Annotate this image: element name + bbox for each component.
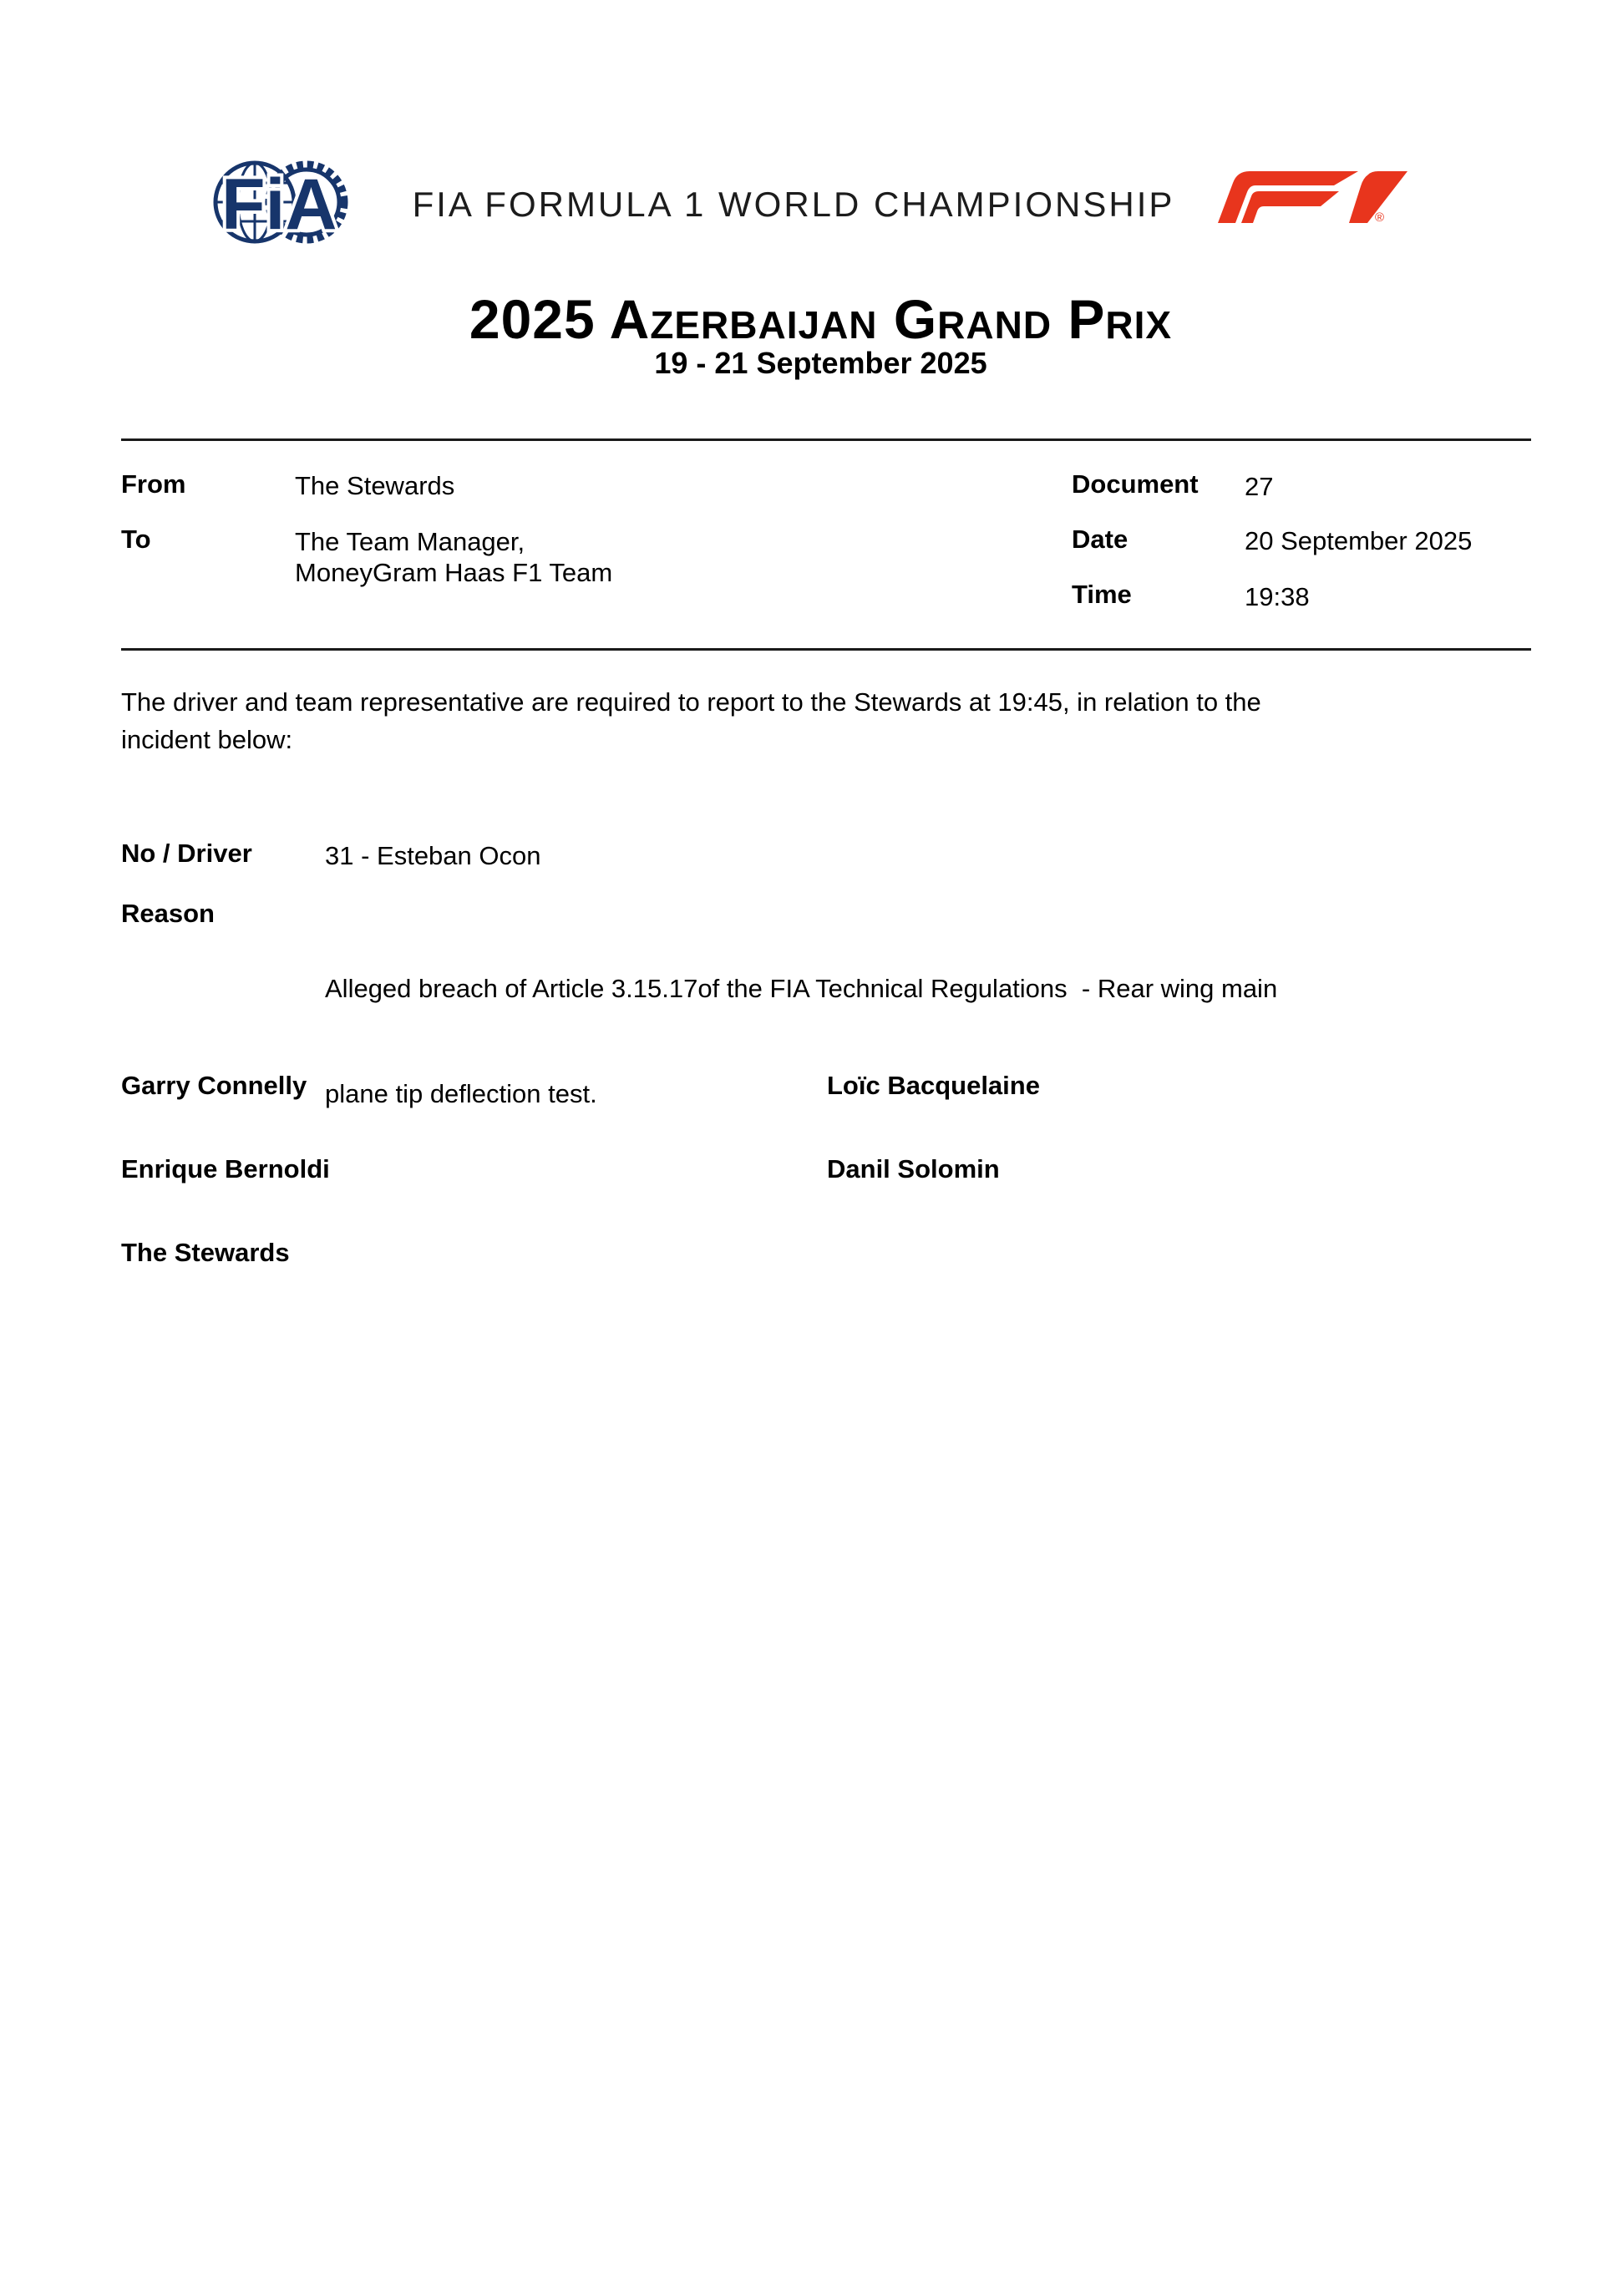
- summons-paragraph: [121, 683, 1524, 758]
- fia-logo-icon: [213, 155, 351, 249]
- signature-steward-4: Danil Solomin: [827, 1154, 1000, 1183]
- championship-title: FIA FORMULA 1 WORLD CHAMPIONSHIP: [412, 185, 1175, 224]
- summons-line: The driver and team representative are required to report to the Stewards at 19:45, in relation to the: [121, 687, 1261, 717]
- event-dates: 19 - 21 September 2025: [654, 346, 987, 380]
- reason-line: plane tip deflection test.: [325, 1079, 597, 1108]
- reason-line: Alleged breach of Article 3.15.17of the FIA Technical Regulations - Rear wing main: [325, 974, 1278, 1003]
- date-value: 20 September 2025: [1245, 526, 1473, 555]
- no-driver-value: 31 - Esteban Ocon: [325, 841, 541, 870]
- document-label: Document: [1072, 469, 1199, 499]
- to-value-line: The Team Manager,: [295, 527, 525, 556]
- reason-value: [325, 901, 1511, 1182]
- divider-top: [121, 438, 1531, 441]
- no-driver-label: No / Driver: [121, 839, 252, 868]
- f1-registered-mark: ®: [1375, 210, 1385, 223]
- signature-steward-2: Loïc Bacquelaine: [827, 1071, 1040, 1100]
- f1-logo-icon: [1218, 171, 1408, 223]
- divider-bottom: [121, 648, 1531, 651]
- document-value: 27: [1245, 472, 1274, 501]
- fia-logo-text: FiA: [221, 165, 337, 245]
- reason-label: Reason: [121, 899, 215, 928]
- from-label: From: [121, 469, 186, 499]
- to-label: To: [121, 525, 151, 554]
- date-label: Date: [1072, 525, 1128, 554]
- from-value: The Stewards: [295, 471, 455, 500]
- signature-steward-1: Garry Connelly: [121, 1071, 307, 1100]
- event-title: 2025 Azerbaijan Grand Prix: [469, 288, 1173, 350]
- signature-steward-3: Enrique Bernoldi: [121, 1154, 330, 1183]
- to-value-line: MoneyGram Haas F1 Team: [295, 558, 613, 587]
- to-value: [295, 526, 612, 588]
- time-value: 19:38: [1245, 582, 1310, 611]
- time-label: Time: [1072, 580, 1132, 609]
- signature-footer: The Stewards: [121, 1238, 290, 1267]
- summons-line: incident below:: [121, 725, 293, 754]
